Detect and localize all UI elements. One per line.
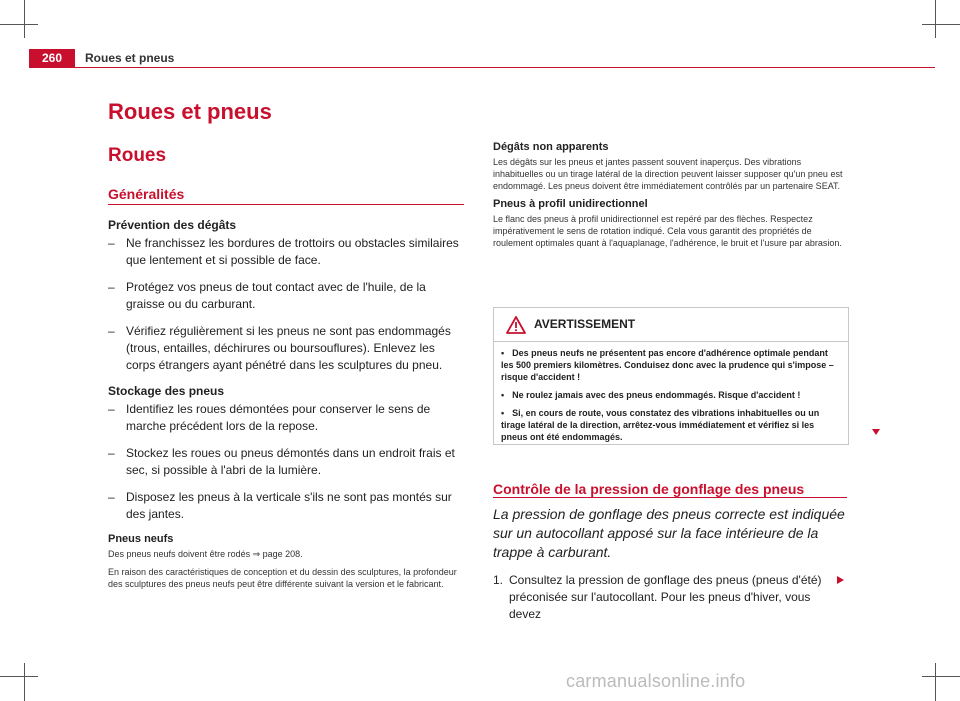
step-text: Consultez la pression de gonflage des pneus (pneus d'été) préconisée sur l'autocollant. Pour les pneus d'hiver, vous devez xyxy=(509,573,822,621)
new-tyres-heading: Pneus neufs xyxy=(108,533,174,545)
prevention-heading: Prévention des dégâts xyxy=(108,218,237,232)
crop-mark xyxy=(24,0,25,38)
crop-mark xyxy=(922,24,960,25)
section-title: Roues xyxy=(108,145,167,166)
list-item: – Stockez les roues ou pneus démontés dans un endroit frais et sec, si possible à l'abri de la lumière. xyxy=(108,446,455,477)
prevention-list xyxy=(108,235,464,374)
pressure-section-rule xyxy=(493,497,847,498)
hidden-damage-text: Les dégâts sur les pneus et jantes passent souvent inaperçus. Des vibrations inhabituelles ou un tirage latéral de la direction peuvent laisser supposer qu'un pneu est endommagé. Les pneus doivent être immédiatement contrôlés par un partenaire SEAT. xyxy=(493,157,843,191)
warning-triangle-icon xyxy=(506,316,526,334)
page-title: Roues et pneus xyxy=(108,99,272,124)
hidden-damage-heading: Dégâts non apparents xyxy=(493,141,609,153)
list-item: – Vérifiez régulièrement si les pneus ne sont pas endommagés (trous, entailles, déchirures ou boursouflures). Enlevez les corps étrangers ayant pénétré dans les sculptures du pneu. xyxy=(108,324,451,372)
list-item: – Identifiez les roues démontées pour conserver le sens de marche précédent lors de la repose. xyxy=(108,402,431,433)
new-tyres-tread-text: En raison des caractéristiques de conception et du dessin des sculptures, la profondeur des sculptures des pneus neufs peut être différente suivant la version et le fabricant. xyxy=(108,567,457,589)
directional-heading: Pneus à profil unidirectionnel xyxy=(493,198,648,210)
crop-mark xyxy=(24,663,25,701)
list-item: – Disposez les pneus à la verticale s'ils ne sont pas montés sur des jantes. xyxy=(108,490,452,521)
new-tyres-text: Des pneus neufs doivent être rodés ⇒ page 208. xyxy=(108,549,303,559)
warning-body xyxy=(494,342,848,443)
storage-heading: Stockage des pneus xyxy=(108,384,225,398)
watermark: carmanualsonline.info xyxy=(566,671,746,691)
warning-item: • Si, en cours de route, vous constatez des vibrations inhabituelles ou un tirage latéral de la direction, arrêtez-vous immédiatement et vérifiez si les pneus ont été endommagés. xyxy=(501,408,820,442)
left-column xyxy=(108,216,464,596)
crop-mark xyxy=(935,663,936,701)
header-rule xyxy=(29,67,935,68)
step-number: 1. xyxy=(493,573,504,587)
storage-list xyxy=(108,401,464,523)
list-item: – Ne franchissez les bordures de trottoirs ou obstacles similaires que lentement et si possible de face. xyxy=(108,236,459,267)
warning-title: AVERTISSEMENT xyxy=(534,317,636,331)
subsection-title: Généralités xyxy=(108,186,185,202)
page-number: 260 xyxy=(29,49,75,67)
right-column xyxy=(493,141,847,255)
directional-text: Le flanc des pneus à profil unidirectionnel est repéré par des flèches. Respectez impérativement le sens de rotation indiqué. Cela vous garantit des propriétés de roulement optimales quant à l'aquaplanage, l'adhérence, le bruit et l'usure par abrasion. xyxy=(493,214,842,248)
list-item: – Protégez vos pneus de tout contact avec de l'huile, de la graisse ou du carburant. xyxy=(108,280,426,311)
warning-item: • Des pneus neufs ne présentent pas encore d'adhérence optimale pendant les 500 premiers kilomètres. Conduisez donc avec la prudence qui s'impose – risque d'accident ! xyxy=(501,348,834,382)
crop-mark xyxy=(922,676,960,677)
end-of-section-marker xyxy=(872,429,880,435)
warning-item: • Ne roulez jamais avec des pneus endommagés. Risque d'accident ! xyxy=(501,390,801,400)
warning-header xyxy=(494,308,848,342)
running-title: Roues et pneus xyxy=(85,51,175,65)
pressure-step xyxy=(493,572,833,623)
subsection-rule xyxy=(108,204,464,205)
crop-mark xyxy=(0,676,38,677)
continued-arrow-icon xyxy=(837,576,844,584)
crop-mark xyxy=(935,0,936,38)
crop-mark xyxy=(0,24,38,25)
pressure-intro: La pression de gonflage des pneus correcte est indiquée sur un autocollant apposé sur la face intérieure de la trappe à carburant. xyxy=(493,506,845,560)
pressure-section-title: Contrôle de la pression de gonflage des pneus xyxy=(493,481,805,497)
warning-box xyxy=(493,307,849,445)
